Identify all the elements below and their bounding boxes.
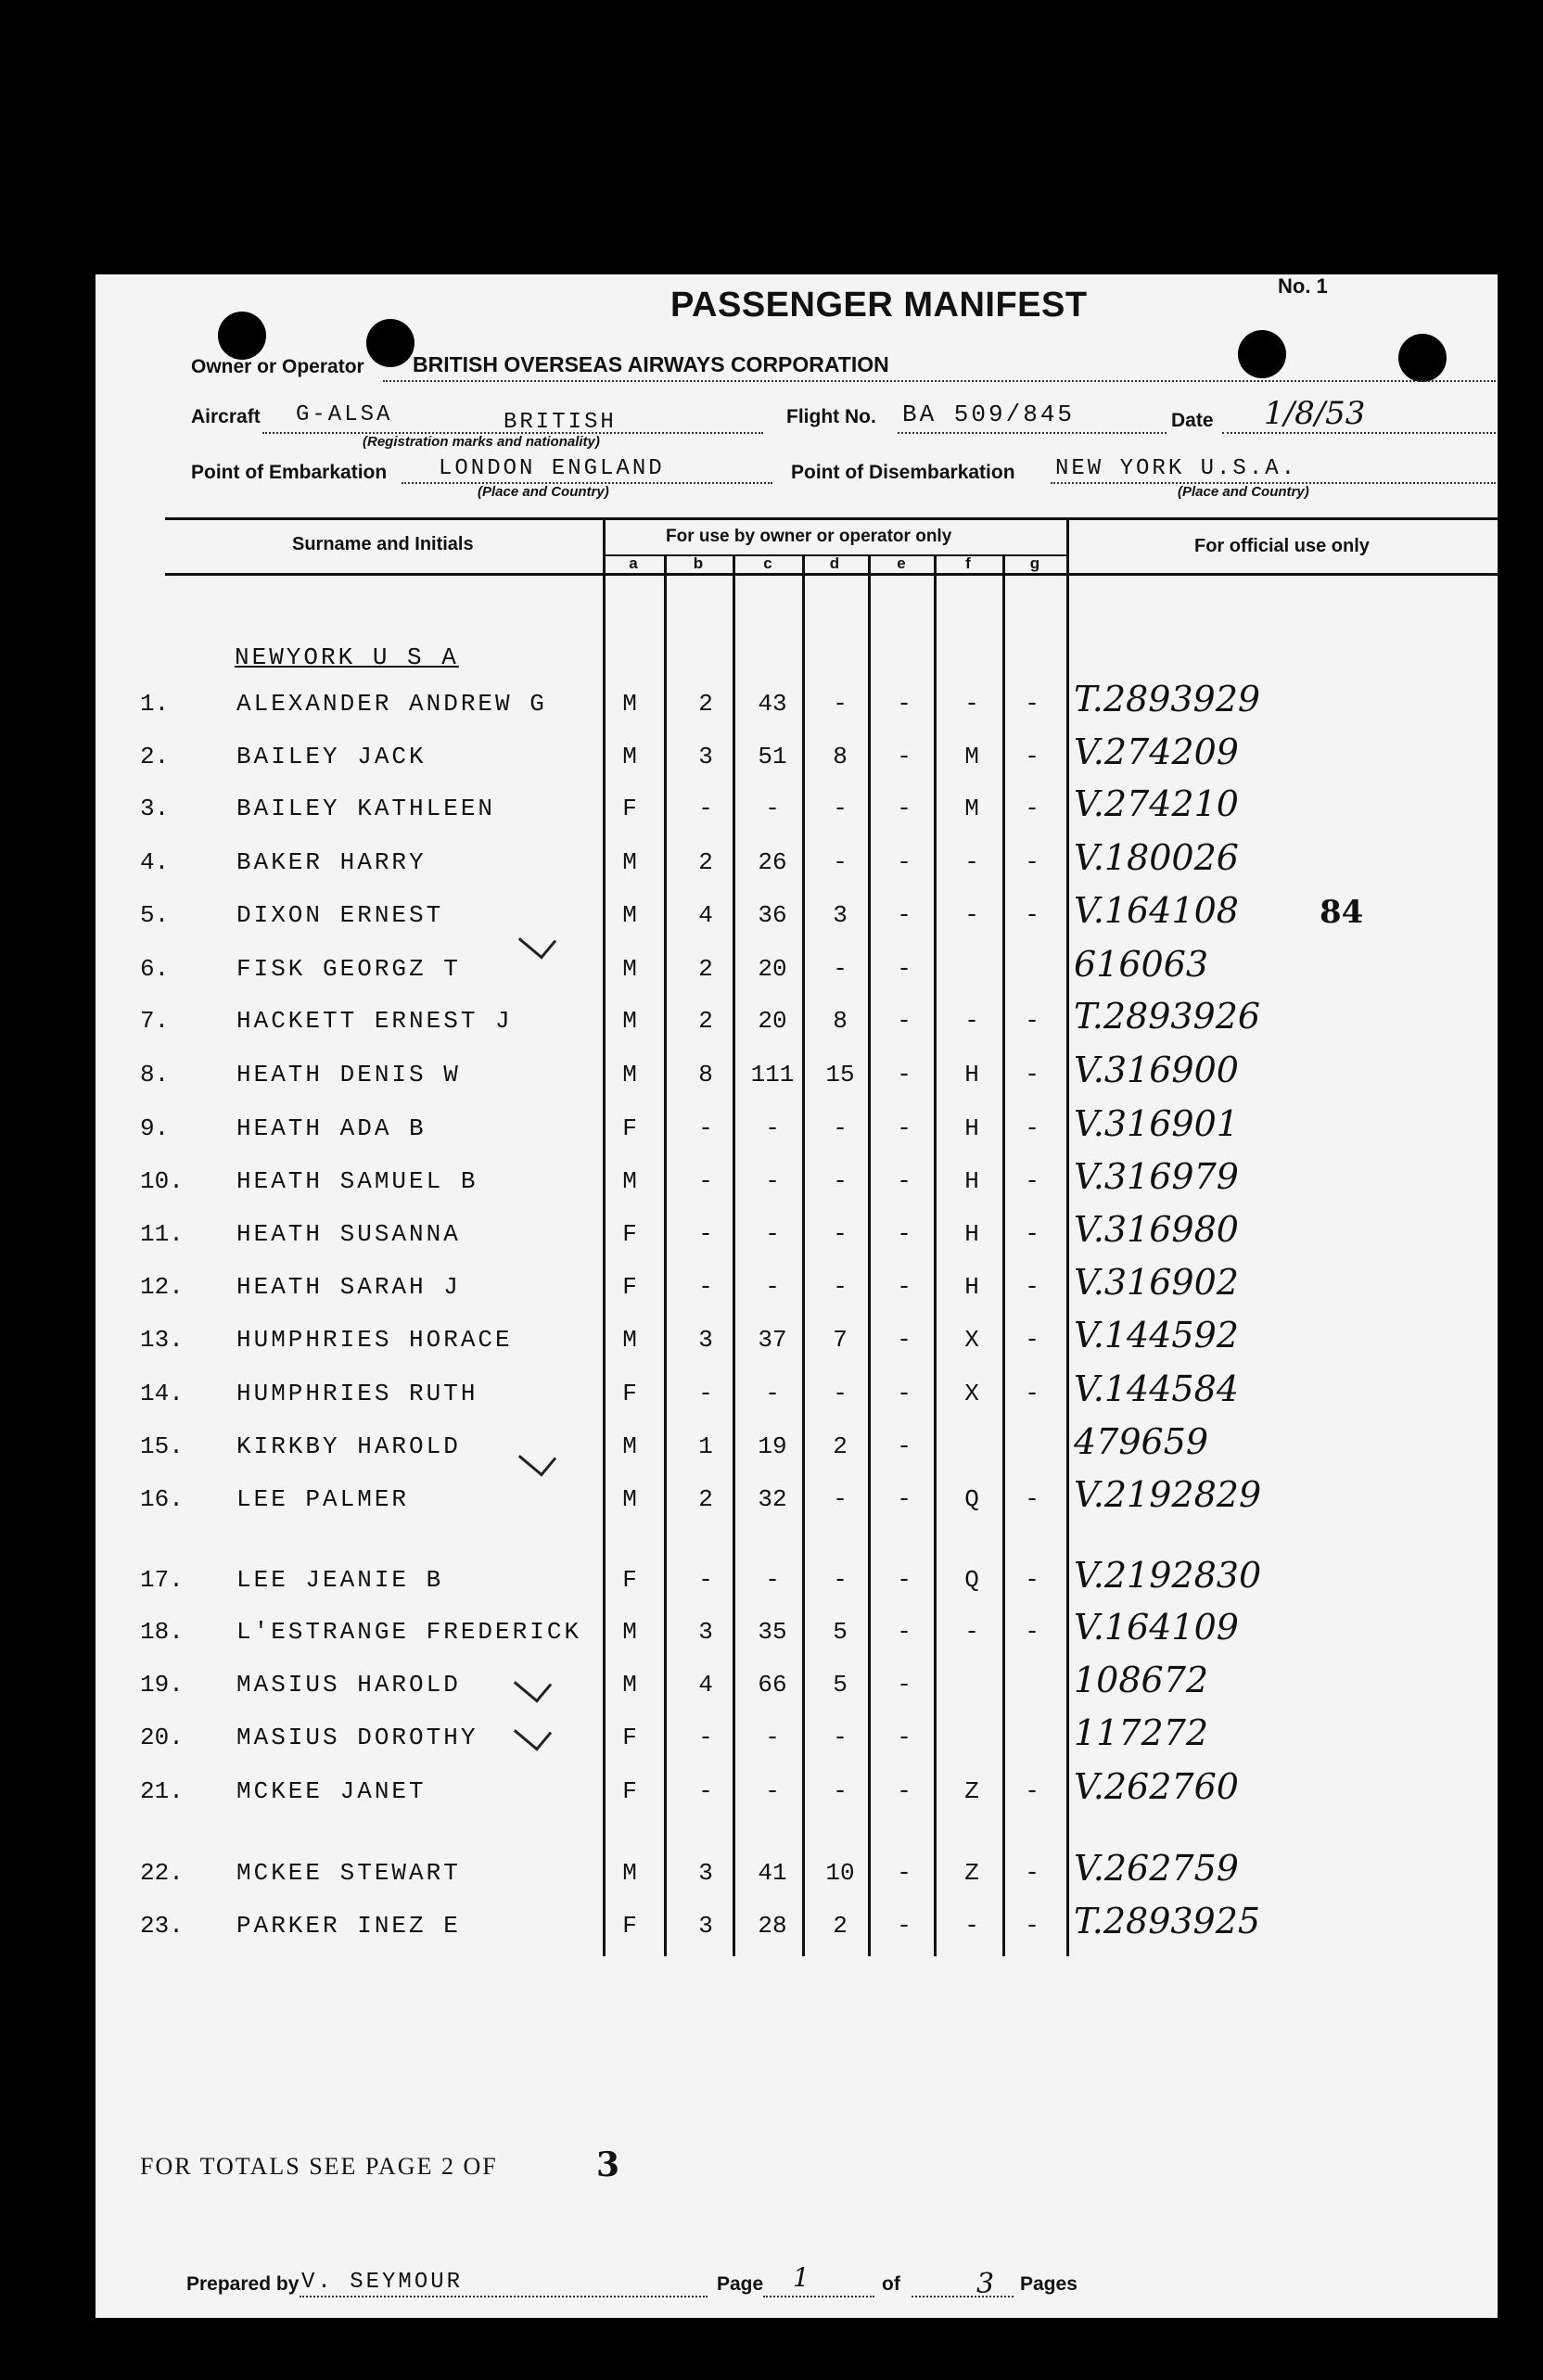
punch-hole-left-2	[366, 319, 414, 367]
cell-d: -	[833, 1273, 848, 1301]
passenger-name: HEATH ADA B	[236, 1114, 427, 1142]
owner-label: Owner or Operator	[191, 356, 364, 377]
cell-b: 3	[698, 1912, 713, 1940]
of-underline	[912, 2296, 1014, 2297]
cell-f: Q	[964, 1485, 979, 1513]
cell-f: H	[964, 1114, 979, 1142]
col-owner-header: For use by owner or operator only	[666, 527, 952, 546]
cell-b: -	[698, 1724, 713, 1751]
cell-d: 7	[833, 1326, 848, 1354]
passenger-name: MASIUS HAROLD	[236, 1671, 461, 1699]
cell-d: -	[833, 1167, 848, 1195]
page-title: PASSENGER MANIFEST	[670, 286, 1088, 325]
cell-d: -	[833, 795, 848, 822]
totals-pages: 3	[596, 2145, 620, 2184]
passenger-name: HACKETT ERNEST J	[236, 1007, 513, 1035]
official-entry: V.316980	[1074, 1209, 1239, 1250]
cell-d: 8	[833, 1007, 848, 1035]
official-entry: V.316901	[1074, 1103, 1239, 1144]
cell-d: -	[833, 955, 848, 983]
cell-e: -	[897, 1114, 912, 1142]
cell-f: X	[964, 1326, 979, 1354]
subcol-a: a	[629, 554, 638, 572]
owner-value: BRITISH OVERSEAS AIRWAYS CORPORATION	[413, 352, 889, 376]
row-number: 6.	[140, 955, 170, 983]
cell-e: -	[897, 1380, 912, 1407]
cell-g: -	[1025, 795, 1039, 822]
cell-d: -	[833, 1724, 848, 1751]
corner-stamp: No. 1	[1278, 274, 1328, 298]
cell-b: 2	[698, 848, 713, 876]
cell-c: -	[765, 1114, 780, 1142]
cell-g: -	[1025, 1485, 1039, 1513]
cell-a: M	[622, 1326, 637, 1354]
cell-f: -	[964, 901, 979, 929]
cell-g: -	[1025, 1167, 1039, 1195]
cell-f: H	[964, 1273, 979, 1301]
cell-g: -	[1025, 901, 1039, 929]
margin-number: 84	[1320, 894, 1364, 931]
cell-c: -	[765, 1566, 780, 1594]
cell-g: -	[1025, 1114, 1039, 1142]
cell-d: 3	[833, 901, 848, 929]
cell-b: 8	[698, 1061, 713, 1088]
cell-a: M	[622, 1167, 637, 1195]
passenger-name: MCKEE STEWART	[236, 1859, 461, 1887]
cell-b: -	[698, 795, 713, 822]
cell-a: M	[622, 1859, 637, 1887]
cell-d: -	[833, 1566, 848, 1594]
cell-d: 5	[833, 1618, 848, 1646]
cell-g: -	[1025, 1061, 1039, 1088]
flight-value: BA 509/845	[902, 401, 1076, 428]
row-number: 16.	[140, 1485, 184, 1513]
cell-b: 3	[698, 1859, 713, 1887]
of-label: of	[882, 2273, 900, 2295]
official-entry: V.2192830	[1074, 1555, 1262, 1596]
cell-e: -	[897, 1007, 912, 1035]
pages-label: Pages	[1020, 2273, 1078, 2295]
check-mark	[518, 922, 556, 959]
row-number: 20.	[140, 1724, 184, 1751]
prepared-underline	[300, 2296, 708, 2297]
passenger-name: HEATH SAMUEL B	[236, 1167, 478, 1195]
row-number: 4.	[140, 848, 170, 876]
cell-f: Z	[964, 1859, 979, 1887]
official-entry: 108672	[1074, 1660, 1209, 1700]
col-divider-c	[802, 554, 805, 1956]
cell-g: -	[1025, 1380, 1039, 1407]
cell-a: M	[622, 1485, 637, 1513]
cell-e: -	[897, 1724, 912, 1751]
cell-a: F	[622, 1273, 637, 1301]
check-mark	[518, 1439, 556, 1476]
col-surname-header: Surname and Initials	[292, 534, 474, 554]
row-number: 13.	[140, 1326, 184, 1354]
cell-c: 51	[758, 743, 787, 770]
official-entry: 616063	[1074, 944, 1209, 985]
cell-f: -	[964, 690, 979, 718]
row-number: 17.	[140, 1566, 184, 1594]
passenger-name: BAKER HARRY	[236, 848, 427, 876]
official-entry: V.274209	[1074, 732, 1239, 772]
cell-f: X	[964, 1380, 979, 1407]
aircraft-label: Aircraft	[191, 406, 261, 427]
cell-g: -	[1025, 1618, 1039, 1646]
cell-c: 28	[758, 1912, 787, 1940]
embark-label: Point of Embarkation	[191, 462, 388, 483]
cell-f: M	[964, 743, 979, 770]
prepared-value: V. SEYMOUR	[301, 2270, 464, 2295]
subcol-d: d	[829, 554, 840, 572]
row-number: 21.	[140, 1777, 184, 1805]
cell-c: 36	[758, 901, 787, 929]
col-divider-main-right	[1066, 519, 1069, 1956]
cell-c: 32	[758, 1485, 787, 1513]
cell-d: -	[833, 1220, 848, 1248]
cell-c: -	[765, 1220, 780, 1248]
cell-c: 41	[758, 1859, 787, 1887]
col-divider-b	[733, 554, 735, 1956]
aircraft-nationality: BRITISH	[504, 410, 617, 435]
cell-d: -	[833, 1380, 848, 1407]
cell-e: -	[897, 1618, 912, 1646]
cell-g: -	[1025, 1326, 1039, 1354]
cell-a: M	[622, 901, 637, 929]
subcol-f: f	[965, 554, 971, 572]
cell-a: M	[622, 1618, 637, 1646]
cell-e: -	[897, 795, 912, 822]
row-number: 12.	[140, 1273, 184, 1301]
embark-note: (Place and Country)	[478, 484, 609, 500]
cell-g: -	[1025, 1273, 1039, 1301]
prepared-label: Prepared by	[186, 2273, 300, 2295]
cell-e: -	[897, 1273, 912, 1301]
col-divider-d	[868, 554, 871, 1956]
official-entry: V.144584	[1074, 1368, 1239, 1409]
row-number: 3.	[140, 795, 170, 822]
passenger-name: ALEXANDER ANDREW G	[236, 690, 547, 718]
cell-c: 43	[758, 690, 787, 718]
row-number: 10.	[140, 1167, 184, 1195]
cell-d: -	[833, 1114, 848, 1142]
page-underline	[763, 2296, 874, 2297]
cell-d: 5	[833, 1671, 848, 1699]
cell-d: 8	[833, 743, 848, 770]
cell-b: 2	[698, 1485, 713, 1513]
cell-a: F	[622, 1220, 637, 1248]
cell-e: -	[897, 1671, 912, 1699]
official-entry: V.274210	[1074, 783, 1239, 824]
cell-c: -	[765, 1167, 780, 1195]
row-number: 19.	[140, 1671, 184, 1699]
official-entry: 117272	[1074, 1712, 1209, 1753]
passenger-name: BAILEY JACK	[236, 743, 427, 770]
cell-c: -	[765, 795, 780, 822]
cell-c: -	[765, 1724, 780, 1751]
flight-label: Flight No.	[786, 406, 876, 427]
check-mark	[514, 1713, 552, 1750]
row-number: 15.	[140, 1432, 184, 1460]
cell-a: M	[622, 690, 637, 718]
row-number: 22.	[140, 1859, 184, 1887]
cell-d: -	[833, 690, 848, 718]
section-heading: NEWYORK U S A	[235, 643, 459, 671]
cell-c: -	[765, 1777, 780, 1805]
cell-e: -	[897, 955, 912, 983]
subcol-b: b	[693, 554, 704, 572]
cell-d: 2	[833, 1432, 848, 1460]
cell-c: 66	[758, 1671, 787, 1699]
official-entry: V.316902	[1074, 1262, 1239, 1303]
cell-g: -	[1025, 1859, 1039, 1887]
passenger-name: HEATH SUSANNA	[236, 1220, 461, 1248]
cell-e: -	[897, 690, 912, 718]
cell-d: 15	[825, 1061, 855, 1088]
cell-b: 4	[698, 1671, 713, 1699]
cell-b: -	[698, 1777, 713, 1805]
passenger-name: LEE JEANIE B	[236, 1566, 444, 1594]
punch-hole-right	[1238, 330, 1286, 378]
disembark-value: NEW YORK U.S.A.	[1055, 456, 1298, 481]
cell-f: -	[964, 1618, 979, 1646]
aircraft-value: G-ALSA	[296, 402, 393, 427]
cell-b: 2	[698, 955, 713, 983]
punch-hole-left	[218, 312, 266, 360]
row-number: 5.	[140, 901, 170, 929]
cell-g: -	[1025, 1912, 1039, 1940]
cell-d: -	[833, 1777, 848, 1805]
cell-a: M	[622, 743, 637, 770]
cell-f: H	[964, 1167, 979, 1195]
page-label: Page	[717, 2273, 764, 2295]
passenger-name: HUMPHRIES HORACE	[236, 1326, 513, 1354]
official-entry: V.262760	[1074, 1766, 1239, 1807]
cell-f: H	[964, 1061, 979, 1088]
col-divider-a	[664, 554, 667, 1956]
cell-c: -	[765, 1380, 780, 1407]
flight-underline	[898, 432, 1167, 434]
cell-e: -	[897, 1566, 912, 1594]
row-number: 2.	[140, 743, 170, 770]
cell-c: 19	[758, 1432, 787, 1460]
passenger-name: KIRKBY HAROLD	[236, 1432, 461, 1460]
passenger-name: MASIUS DOROTHY	[236, 1724, 478, 1751]
passenger-name: HEATH SARAH J	[236, 1273, 461, 1301]
cell-b: -	[698, 1220, 713, 1248]
manifest-page	[96, 274, 1498, 2318]
cell-f: H	[964, 1220, 979, 1248]
cell-e: -	[897, 1326, 912, 1354]
check-mark	[514, 1665, 552, 1702]
passenger-name: DIXON ERNEST	[236, 901, 444, 929]
row-number: 14.	[140, 1380, 184, 1407]
passenger-name: BAILEY KATHLEEN	[236, 795, 496, 822]
subcol-g: g	[1029, 554, 1040, 572]
punch-hole-right-2	[1398, 334, 1447, 382]
cell-d: -	[833, 1485, 848, 1513]
cell-b: -	[698, 1273, 713, 1301]
cell-a: F	[622, 1114, 637, 1142]
row-number: 11.	[140, 1220, 184, 1248]
col-divider-f	[1002, 554, 1005, 1956]
cell-e: -	[897, 743, 912, 770]
cell-d: 10	[825, 1859, 855, 1887]
cell-e: -	[897, 901, 912, 929]
official-entry: T.2893926	[1074, 996, 1261, 1037]
cell-b: 3	[698, 1618, 713, 1646]
cell-c: -	[765, 1273, 780, 1301]
cell-a: M	[622, 1432, 637, 1460]
embark-value: LONDON ENGLAND	[439, 456, 665, 481]
subcol-c: c	[763, 554, 772, 572]
table-header-rule	[165, 573, 1498, 576]
row-number: 9.	[140, 1114, 170, 1142]
cell-f: -	[964, 848, 979, 876]
official-entry: V.164108	[1074, 890, 1239, 931]
cell-e: -	[897, 848, 912, 876]
cell-c: 111	[750, 1061, 795, 1088]
cell-b: -	[698, 1380, 713, 1407]
cell-f: M	[964, 795, 979, 822]
of-value: 3	[976, 2268, 995, 2300]
disembark-label: Point of Disembarkation	[791, 462, 1015, 483]
cell-g: -	[1025, 1007, 1039, 1035]
passenger-name: HEATH DENIS W	[236, 1061, 461, 1088]
col-divider-e	[934, 554, 937, 1956]
table-top-rule	[165, 517, 1498, 520]
cell-b: -	[698, 1167, 713, 1195]
cell-b: 4	[698, 901, 713, 929]
cell-c: 37	[758, 1326, 787, 1354]
row-number: 23.	[140, 1912, 184, 1940]
cell-e: -	[897, 1912, 912, 1940]
date-underline	[1222, 432, 1496, 434]
col-divider-main-left	[603, 519, 606, 1956]
cell-b: -	[698, 1114, 713, 1142]
cell-d: 2	[833, 1912, 848, 1940]
cell-a: F	[622, 1724, 637, 1751]
passenger-name: L'ESTRANGE FREDERICK	[236, 1618, 582, 1646]
cell-a: F	[622, 795, 637, 822]
passenger-name: PARKER INEZ E	[236, 1912, 461, 1940]
passenger-name: MCKEE JANET	[236, 1777, 427, 1805]
cell-e: -	[897, 1167, 912, 1195]
cell-f: -	[964, 1007, 979, 1035]
cell-a: M	[622, 848, 637, 876]
disembark-note: (Place and Country)	[1178, 484, 1309, 500]
cell-a: M	[622, 1061, 637, 1088]
official-entry: V.144592	[1074, 1315, 1239, 1355]
subcol-e: e	[897, 554, 906, 572]
cell-e: -	[897, 1859, 912, 1887]
cell-c: 20	[758, 1007, 787, 1035]
official-entry: 479659	[1074, 1421, 1209, 1462]
cell-e: -	[897, 1220, 912, 1248]
cell-a: F	[622, 1566, 637, 1594]
cell-e: -	[897, 1432, 912, 1460]
cell-a: M	[622, 955, 637, 983]
registration-note: (Registration marks and nationality)	[363, 434, 600, 450]
cell-g: -	[1025, 743, 1039, 770]
cell-g: -	[1025, 1566, 1039, 1594]
totals-note: FOR TOTALS SEE PAGE 2 OF	[140, 2153, 498, 2180]
cell-b: 1	[698, 1432, 713, 1460]
cell-b: 2	[698, 1007, 713, 1035]
cell-e: -	[897, 1061, 912, 1088]
official-entry: V.180026	[1074, 837, 1239, 878]
cell-e: -	[897, 1485, 912, 1513]
col-official-header: For official use only	[1194, 536, 1370, 556]
official-entry: V.262759	[1074, 1848, 1239, 1889]
cell-b: -	[698, 1566, 713, 1594]
row-number: 1.	[140, 690, 170, 718]
passenger-name: HUMPHRIES RUTH	[236, 1380, 478, 1407]
cell-e: -	[897, 1777, 912, 1805]
official-entry: V.316979	[1074, 1156, 1239, 1197]
row-number: 18.	[140, 1618, 184, 1646]
cell-g: -	[1025, 690, 1039, 718]
cell-a: F	[622, 1777, 637, 1805]
date-value: 1/8/53	[1264, 395, 1366, 432]
cell-f: -	[964, 1912, 979, 1940]
cell-a: M	[622, 1007, 637, 1035]
cell-f: Q	[964, 1566, 979, 1594]
cell-b: 2	[698, 690, 713, 718]
official-entry: T.2893925	[1074, 1901, 1261, 1941]
cell-c: 20	[758, 955, 787, 983]
owner-underline	[383, 380, 1496, 382]
cell-g: -	[1025, 1777, 1039, 1805]
cell-g: -	[1025, 1220, 1039, 1248]
passenger-name: FISK GEORGZ T	[236, 955, 461, 983]
passenger-name: LEE PALMER	[236, 1485, 410, 1513]
date-label: Date	[1171, 410, 1214, 431]
cell-a: M	[622, 1671, 637, 1699]
cell-a: F	[622, 1380, 637, 1407]
row-number: 7.	[140, 1007, 170, 1035]
cell-c: 35	[758, 1618, 787, 1646]
cell-a: F	[622, 1912, 637, 1940]
official-entry: V.2192829	[1074, 1474, 1262, 1515]
official-entry: V.316900	[1074, 1050, 1239, 1090]
official-entry: V.164109	[1074, 1607, 1239, 1648]
cell-c: 26	[758, 848, 787, 876]
page-value: 1	[793, 2262, 810, 2293]
cell-b: 3	[698, 743, 713, 770]
official-entry: T.2893929	[1074, 679, 1261, 719]
cell-g: -	[1025, 848, 1039, 876]
cell-f: Z	[964, 1777, 979, 1805]
cell-b: 3	[698, 1326, 713, 1354]
cell-d: -	[833, 848, 848, 876]
row-number: 8.	[140, 1061, 170, 1088]
